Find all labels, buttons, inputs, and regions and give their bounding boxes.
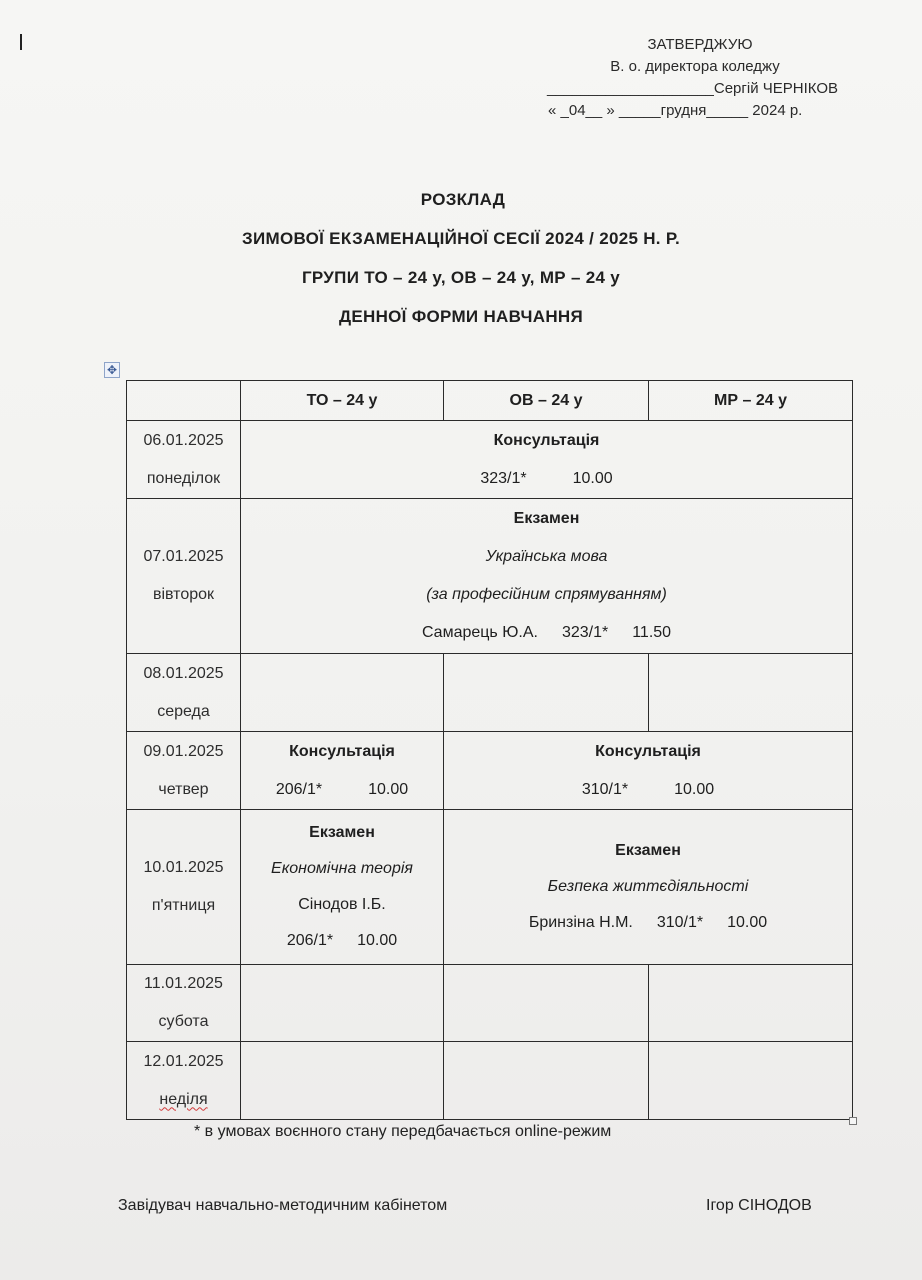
event-time: 10.00 [727, 914, 768, 931]
event-type: Екзамен [309, 824, 375, 841]
event-type: Консультація [289, 742, 395, 760]
event-teacher: Самарець Ю.А. [421, 624, 538, 641]
event-teacher: Сінодов І.Б. [298, 896, 386, 913]
event-time: 10.00 [674, 780, 715, 798]
text-cursor [20, 34, 22, 50]
event-room: 206/1* [275, 780, 323, 798]
table-row [127, 732, 853, 810]
row-weekday: четвер [158, 780, 209, 798]
empty-cell [649, 654, 853, 732]
event-time: 10.00 [368, 780, 409, 798]
event-type: Екзамен [513, 510, 580, 527]
event-room-time [241, 923, 443, 959]
table-row [127, 810, 853, 965]
row-date: 10.01.2025 [143, 859, 224, 876]
row-weekday: понеділок [146, 469, 221, 487]
signature-position: Завідувач навчально-методичним кабінетом [118, 1197, 448, 1214]
row-date: 06.01.2025 [143, 431, 224, 449]
empty-cell [241, 1042, 444, 1120]
row-weekday: середа [157, 702, 210, 720]
table-row [127, 421, 853, 499]
table-row [127, 654, 853, 732]
header-cell-mr: МР – 24 у [649, 381, 853, 421]
signature-name: Ігор СІНОДОВ [706, 1197, 812, 1214]
event-subject-detail: (за професійним спрямуванням) [426, 586, 667, 603]
header-cell-ov: ОВ – 24 у [444, 381, 649, 421]
event-room: 310/1* [656, 914, 704, 931]
event-teacher: Бринзіна Н.М. [528, 914, 633, 931]
event-cell [241, 732, 444, 810]
empty-cell [444, 965, 649, 1042]
event-teacher-room-time [444, 905, 852, 941]
day-cell [127, 810, 241, 965]
table-resize-handle[interactable] [849, 1117, 857, 1125]
approval-date-line: « _04__ » _____грудня_____ 2024 р. [548, 102, 803, 119]
row-date: 07.01.2025 [143, 548, 224, 565]
day-cell [127, 965, 241, 1042]
row-date: 08.01.2025 [143, 664, 224, 682]
event-room-time [444, 771, 852, 809]
table-row [127, 965, 853, 1042]
event-type: Екзамен [615, 842, 681, 859]
event-subject: Безпека життєдіяльності [547, 878, 749, 895]
event-room: 310/1* [581, 780, 629, 798]
event-cell [241, 810, 444, 965]
event-room-time [241, 460, 852, 498]
approval-signature-line: ____________________Сергій ЧЕРНІКОВ [547, 80, 838, 97]
empty-cell [649, 1042, 853, 1120]
footnote: * в умовах воєнного стану передбачається online-режим [194, 1123, 612, 1140]
day-cell [127, 421, 241, 499]
row-weekday: вівторок [152, 586, 215, 603]
event-cell [241, 499, 853, 654]
table-row [127, 499, 853, 654]
event-time: 10.00 [572, 469, 613, 487]
empty-cell [649, 965, 853, 1042]
event-cell [444, 810, 853, 965]
doc-subtitle-form: ДЕННОЇ ФОРМИ НАВЧАННЯ [338, 307, 584, 326]
event-time: 10.00 [357, 932, 398, 949]
empty-cell [241, 654, 444, 732]
schedule-table [126, 380, 853, 1120]
doc-subtitle-groups: ГРУПИ ТО – 24 у, ОВ – 24 у, МР – 24 у [301, 268, 621, 287]
table-row [127, 1042, 853, 1120]
header-cell-empty [127, 381, 241, 421]
row-date: 12.01.2025 [143, 1052, 224, 1070]
day-cell [127, 732, 241, 810]
header-cell-to: ТО – 24 у [241, 381, 444, 421]
event-subject: Економічна теорія [271, 860, 413, 877]
table-header-row [127, 381, 853, 421]
doc-title: РОЗКЛАД [420, 190, 506, 209]
event-cell [241, 421, 853, 499]
row-weekday: субота [158, 1013, 209, 1030]
approval-position: В. о. директора коледжу [610, 58, 780, 75]
row-weekday: п'ятниця [151, 897, 216, 914]
empty-cell [241, 965, 444, 1042]
approval-title: ЗАТВЕРДЖУЮ [647, 36, 753, 53]
table-move-handle-icon[interactable]: ✥ [104, 362, 120, 378]
approval-block [540, 34, 850, 122]
empty-cell [444, 1042, 649, 1120]
day-cell [127, 1042, 241, 1120]
day-cell [127, 654, 241, 732]
doc-subtitle-session: ЗИМОВОЇ ЕКЗАМЕНАЦІЙНОЇ СЕСІЇ 2024 / 2025 Н. Р. [242, 229, 680, 248]
event-room: 323/1* [561, 624, 609, 641]
event-cell [444, 732, 853, 810]
row-date: 11.01.2025 [144, 975, 223, 992]
event-room-time [241, 771, 443, 809]
empty-cell [444, 654, 649, 732]
event-time: 11.50 [632, 624, 672, 641]
event-type: Консультація [595, 742, 701, 760]
event-room: 206/1* [286, 932, 334, 949]
event-teacher-room-time [241, 614, 852, 652]
event-room: 323/1* [480, 469, 527, 487]
row-weekday: неділя [159, 1090, 208, 1108]
event-type: Консультація [493, 431, 600, 449]
day-cell [127, 499, 241, 654]
row-date: 09.01.2025 [143, 742, 224, 760]
event-subject: Українська мова [485, 548, 608, 565]
